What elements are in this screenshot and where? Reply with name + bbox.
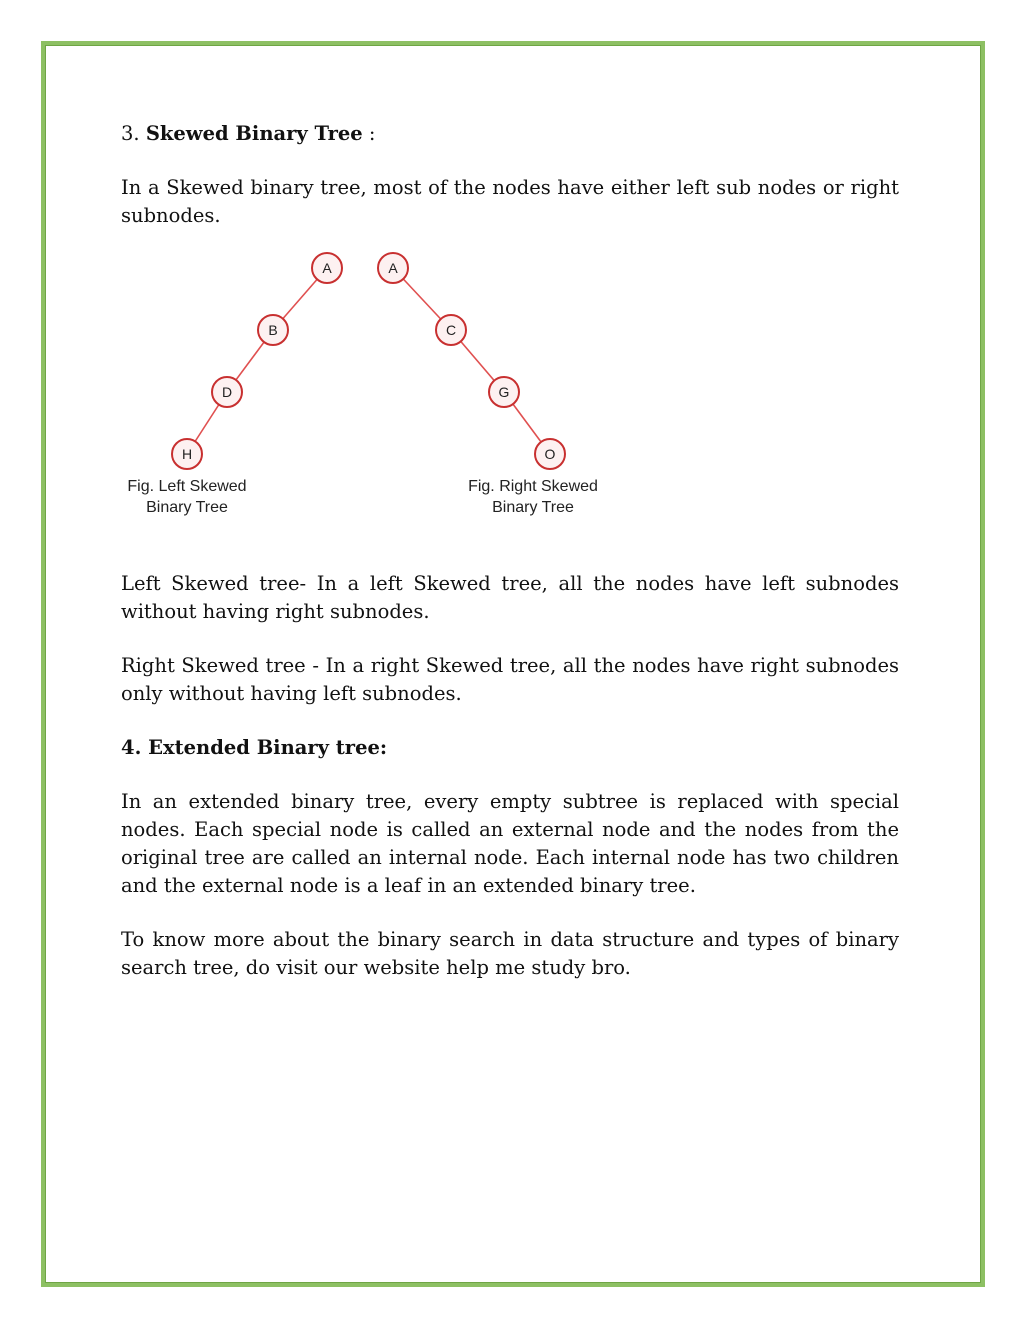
section-3-title: Skewed Binary Tree (145, 122, 363, 145)
right-tree-node-g (489, 377, 519, 407)
left-skewed-description: Left Skewed tree- In a left Skewed tree, all the nodes have left subnodes without having right subnodes. (121, 572, 899, 623)
skewed-tree-diagram (121, 230, 899, 570)
skewed-tree-figure (121, 230, 899, 570)
section-3-number: 3. (121, 122, 140, 145)
svg-text:H: H (181, 446, 193, 462)
section-3-heading (121, 120, 899, 148)
document-content (121, 116, 899, 982)
right-tree-node-o (535, 439, 565, 469)
section-4-body: In an extended binary tree, every empty subtree is replaced with special nodes. Each special node is called an external node and the nodes from the original tree are called an internal node. Each internal node has two children and the external node is a leaf in an extended binary tree. (121, 790, 899, 897)
svg-text:D: D (221, 384, 233, 400)
svg-text:C: C (445, 322, 457, 338)
section-3-intro: In a Skewed binary tree, most of the nodes have either left sub nodes or right subnodes. (121, 176, 899, 227)
tree-nodes (172, 253, 565, 469)
closing-paragraph: To know more about the binary search in data structure and types of binary search tree, do visit our website help me study bro. (121, 928, 899, 979)
left-tree-caption-line2: Binary Tree (146, 499, 228, 516)
section-4-heading (121, 734, 899, 762)
svg-text:B: B (268, 322, 278, 338)
right-tree-caption-line1: Fig. Right Skewed (468, 478, 598, 495)
right-skewed-description: Right Skewed tree - In a right Skewed tree, all the nodes have right subnodes only without having left subnodes. (121, 654, 899, 705)
svg-text:A: A (322, 260, 332, 276)
right-tree-node-a (378, 253, 408, 283)
right-tree-caption-line2: Binary Tree (492, 499, 574, 516)
left-tree-caption-line1: Fig. Left Skewed (127, 478, 247, 495)
svg-text:A: A (388, 260, 398, 276)
left-tree-node-b (258, 315, 288, 345)
left-tree-node-a (312, 253, 342, 283)
section-4-title: 4. Extended Binary tree: (121, 736, 388, 759)
right-tree-node-c (436, 315, 466, 345)
left-tree-node-d (212, 377, 242, 407)
svg-text:O: O (544, 446, 556, 462)
left-tree-node-h (172, 439, 202, 469)
svg-text:G: G (498, 384, 510, 400)
section-3-suffix: : (362, 122, 376, 145)
tree-edges (187, 268, 550, 454)
